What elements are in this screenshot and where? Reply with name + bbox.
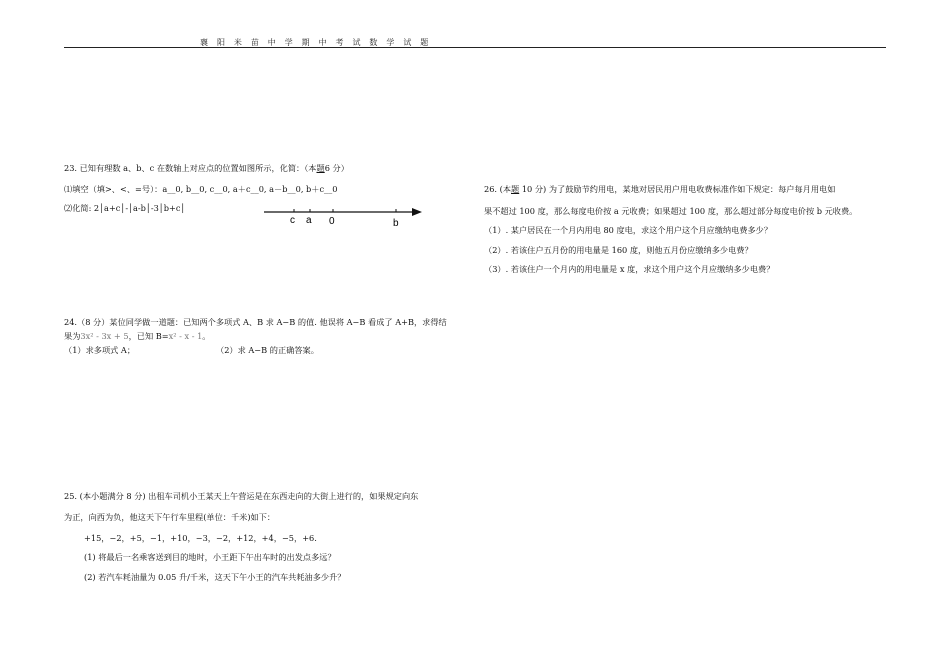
q26-stem-underlined: 题 xyxy=(511,184,520,194)
q26-part1: （1）. 某户居民在一个月内用电 80 度电，求这个用户这个月应缴纳电费多少？ xyxy=(484,225,773,235)
q24-part2: （2）求 A−B 的正确答案。 xyxy=(216,345,319,355)
label-a: a xyxy=(306,215,312,226)
q24-text-suffix: 。 xyxy=(202,331,211,341)
q26-stem-cont: 果不超过 100 度，那么每度电价按 a 元收费；如果超过 100 度，那么超过部分每度电价按 b 元收费。 xyxy=(484,206,858,216)
q24-expression-b: x² - x - 1 xyxy=(168,331,203,341)
page-header-title: 襄 阳 米 苗 中 学 期 中 考 试 数 学 试 题 xyxy=(200,38,432,47)
q24-text-mid: ，已知 B= xyxy=(128,331,169,341)
q24-stem: 24.（8 分）某位同学做一道题：已知两个多项式 A、B 求 A−B 的值. 他误将 A−B 看成了 A+B，求得结 xyxy=(64,317,447,327)
q26-stem-suffix: 10 分) 为了鼓励节约用电，某地对居民用户用电收费标准作如下规定：每户每月用电如 xyxy=(519,184,836,194)
q24-part1: （1）求多项式 A； xyxy=(64,345,136,355)
q24-text-prefix: 果为 xyxy=(64,331,81,341)
q25-stem-cont: 为正，向西为负，他这天下午行车里程(单位：千米)如下： xyxy=(64,512,276,522)
number-line-arrow xyxy=(412,208,422,216)
q25-stem: 25. (本小题满分 8 分) 出租车司机小王某天上午营运是在东西走向的大街上进行的，如果规定向东 xyxy=(64,491,419,501)
q23-fill-blanks: ⑴填空（填>、<、=号）：a__0, b__0, c__0, a＋c__0, a－b__0, b＋c__0 xyxy=(64,184,338,194)
header-rule xyxy=(64,47,886,48)
q23-stem-prefix: 23. 已知有理数 a、b、c 在数轴上对应点的位置如图所示，化简：（本 xyxy=(64,163,317,173)
q23-simplify: ⑵化简: 2│a+c│-│a-b│-3│b+c│ xyxy=(64,203,186,213)
q26-part2: （2）. 若该住户五月份的用电量是 160 度，则他五月份应缴纳多少电费？ xyxy=(484,245,753,255)
label-c: c xyxy=(290,215,295,226)
q23-stem-underlined: 题 xyxy=(316,163,325,173)
q23-stem xyxy=(64,163,349,174)
label-b: b xyxy=(393,218,399,229)
q25-part2: (2) 若汽车耗油量为 0.05 升/千米，这天下午小王的汽车共耗油多少升？ xyxy=(84,572,346,582)
q26-stem xyxy=(484,184,835,195)
q24-stem-cont xyxy=(64,331,211,342)
q25-mileage-values: +15，−2，+5，−1，+10，−3，−2，+12，+4，−5，+6. xyxy=(84,533,317,543)
q24-expression-result: 3x² - 3x + 5 xyxy=(80,331,129,341)
q26-stem-prefix: 26. (本 xyxy=(484,184,512,194)
q26-part3: （3）. 若该住户一个月内的用电量是 x 度，求这个用户这个月应缴纳多少电费？ xyxy=(484,264,775,274)
q23-stem-suffix: 6 分） xyxy=(324,163,349,173)
q23-number-line xyxy=(262,203,428,229)
q25-part1: (1) 将最后一名乘客送到目的地时，小王距下午出车时的出发点多远？ xyxy=(84,552,336,562)
label-zero: 0 xyxy=(329,216,335,227)
